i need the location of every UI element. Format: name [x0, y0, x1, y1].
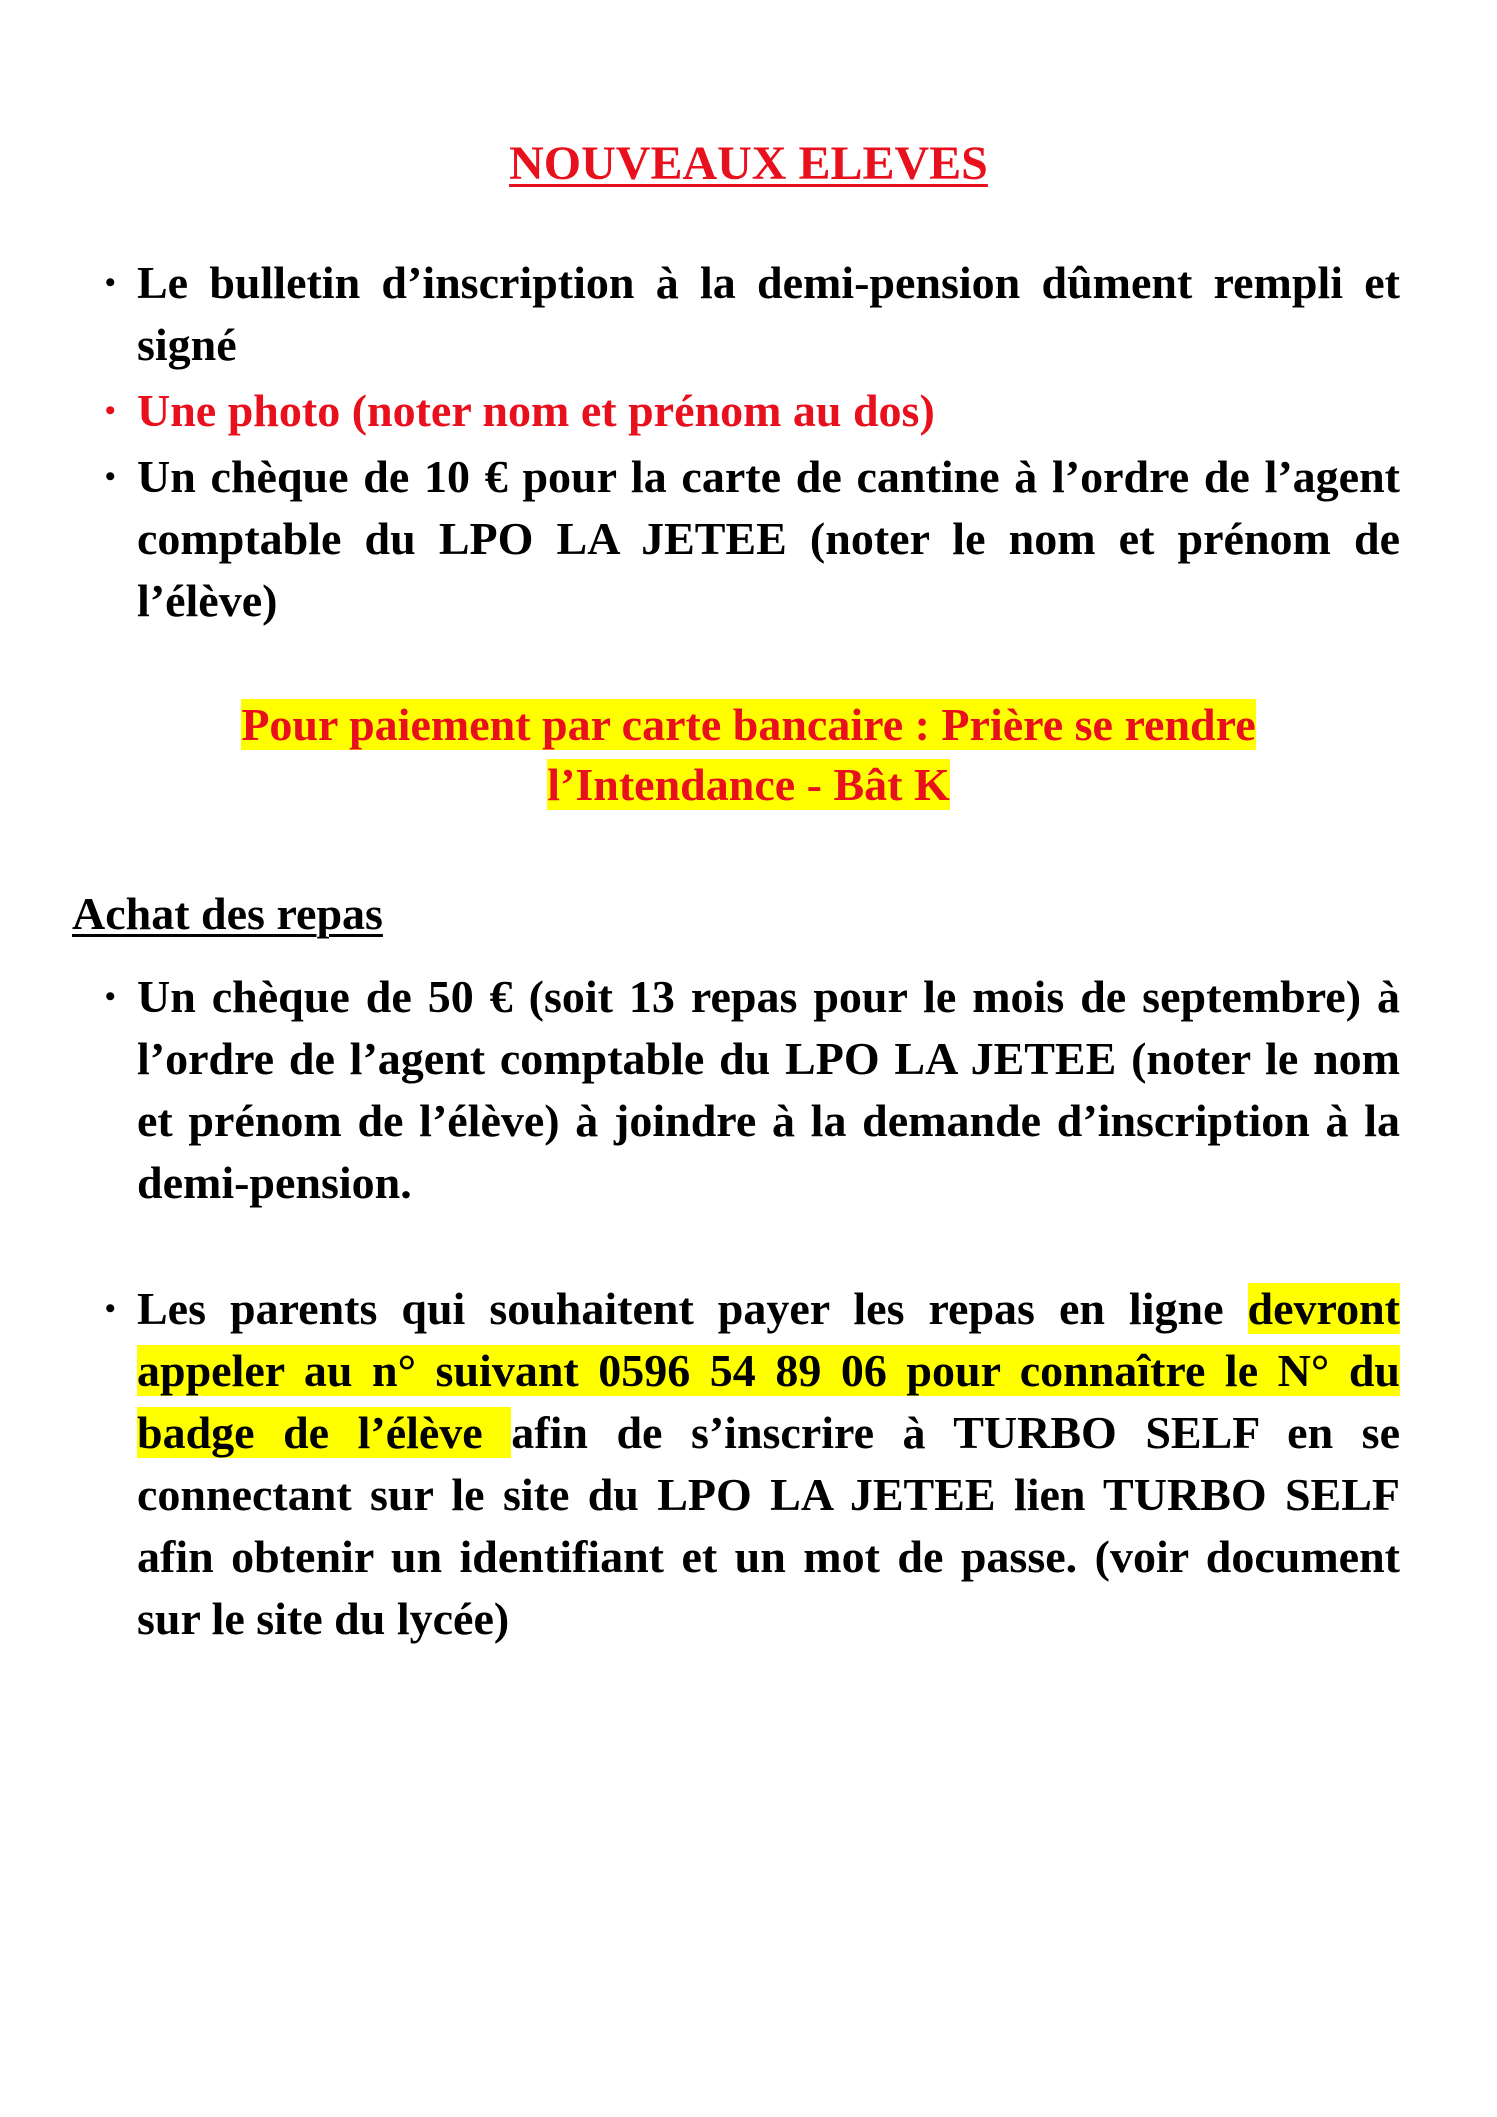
list-item-photo [100, 380, 1400, 442]
list-item-meals-cheque [100, 966, 1400, 1214]
list-item-text: Le bulletin d’inscription à la demi-pension dûment rempli et signé [137, 257, 1400, 370]
notice-line-1: Pour paiement par carte bancaire : Prière se rendre [241, 699, 1256, 750]
list-item-text: Un chèque de 50 € (soit 13 repas pour le mois de septembre) à l’ordre de l’agent comptable du LPO LA JETEE (noter le nom et prénom de l’élève) à joindre à la demande d’inscription à la demi-pension. [137, 971, 1400, 1208]
required-documents-list [100, 252, 1400, 636]
list-item-card-cheque [100, 446, 1400, 632]
bullet-icon: • [105, 266, 116, 299]
bullet-icon: • [105, 980, 116, 1013]
online-text-part-1: Les parents qui souhaitent payer les repas en ligne [137, 1283, 1248, 1334]
notice-line-2: l’Intendance - Bât K [547, 759, 950, 810]
online-payment-list [100, 1278, 1400, 1650]
page-title: NOUVEAUX ELEVES [509, 137, 988, 190]
online-text-part-2: afin de s’inscrire à TURBO SELF en se connectant sur le site du LPO LA JETEE lien TURBO SELF afin obtenir un identifiant et un mot de passe. (voir document sur le site du lycée) [137, 1407, 1400, 1644]
list-item-text: Une photo (noter nom et prénom au dos) [137, 385, 935, 436]
bullet-icon: • [105, 460, 116, 493]
card-payment-notice [0, 695, 1497, 815]
list-item-online-payment [100, 1278, 1400, 1650]
online-text-highlighted: devront appeler au n° suivant 0596 54 89 06 pour connaître le N° du badge de l’élève [137, 1283, 1400, 1458]
meals-section-heading: Achat des repas [72, 888, 383, 939]
bullet-icon: • [105, 1292, 116, 1325]
list-item-registration-form [100, 252, 1400, 376]
bullet-icon: • [105, 394, 116, 427]
list-item-text: Un chèque de 10 € pour la carte de cantine à l’ordre de l’agent comptable du LPO LA JETEE (noter le nom et prénom de l’élève) [137, 451, 1400, 626]
meals-list [100, 966, 1400, 1214]
